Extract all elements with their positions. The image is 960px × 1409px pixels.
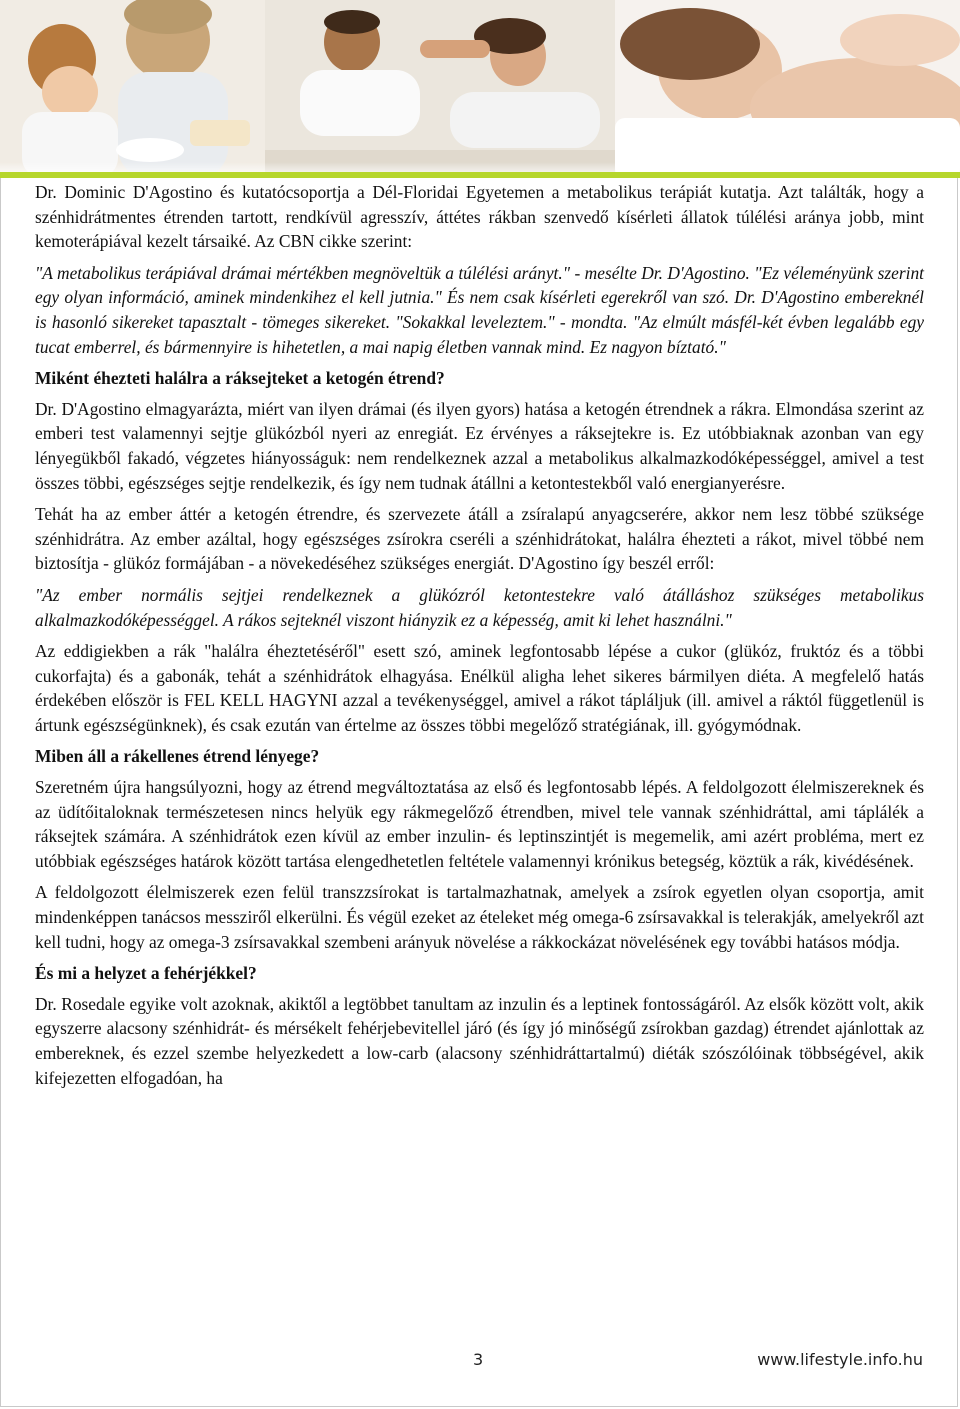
article-body — [35, 180, 924, 1090]
page-footer — [0, 1346, 960, 1374]
paragraph-processed-food: A feldolgozott élelmiszerek ezen felül transzzsírokat is tartalmazhatnak, amelyek a zsírok egyetlen olyan csoportja, amit mindenképpen tanácsos messziről elkerülni. És végül ezeket az ételeket még omega-6 zsírsavakkal is telerakják, amelyekről azt kell tudni, hogy az omega-3 zsírsavakkal szembeni arányuk növelése a rákkockázat növelésének egy további hatásos módja. — [35, 882, 924, 952]
massage-photo — [615, 0, 960, 178]
paragraph-intro: Dr. Dominic D'Agostino és kutatócsoportja a Dél-Floridai Egyetemen a metabolikus terápiát kutatja. Azt találták, hogy a szénhidrátmentes étrenden tartott, rendkívül agresszív, áttétes rákban szenvedő kísérleti állatok túlélési aránya jobb, mint kemoterápiával kezelt társaiké. Az CBN cikke szerint: — [35, 182, 924, 252]
heading-anticancer-diet: Miben áll a rákellenes étrend lényege? — [35, 746, 320, 767]
page-number: 3 — [473, 1350, 484, 1369]
footer-url[interactable]: www.lifestyle.info.hu — [757, 1350, 923, 1369]
green-rule — [0, 172, 960, 178]
header-banner — [0, 0, 960, 178]
paragraph-quote-metabolic: "Az ember normális sejtjei rendelkeznek a glükózról ketontestekre való átálláshoz szükséges metabolikus alkalmazkodóképességgel. A rákos sejteknél viszont hiányzik ez a képesség, amit ki lehet használni." — [35, 584, 924, 630]
heading-proteins: És mi a helyzet a fehérjékkel? — [35, 963, 257, 984]
paragraph-starving-summary: Az eddigiekben a rák "halálra éheztetéséről" esett szó, aminek legfontosabb lépése a cukor (glükóz, fruktóz és a többi cukorfajta) és a gabonák, tehát a szénhidrátok elhagyása. Enélkül aligha lehet sikeres bármilyen diéta. A megfelelő hatás érdekében először is FEL KELL HAGYNI azzal a tevékenységgel, amivel a rákot tápláljuk (ill. amivel a ráktól függetlenül is ártunk egészségünknek), és csak ezután van értelme az összes többi megelőző stratégiának, ill. gyógymódnak. — [35, 641, 924, 735]
paragraph-explanation: Dr. D'Agostino elmagyarázta, miért van ilyen drámai (és ilyen gyors) hatása a ketogén étrendnek a rákra. Elmondása szerint az emberi test valamennyi sejtje glükózból nyeri az enregiát. Ez érvényes a ráksejtekre is. Ez utóbbiaknak azonban van egy lényegükből fakadó, végzetes hiányosságuk: nem rendelkeznek azzal a metabolikus alkalmazkodóképességgel, amivel a test összes többi, egészséges sejtje rendelkezik, és így nem tudnak átállni a ketontestekből való energianyerésre. — [35, 398, 924, 493]
paragraph-diet-change: Szeretném újra hangsúlyozni, hogy az étrend megváltoztatása az első és legfontosabb lépés. A feldolgozott élelmiszereknek és az üdítőitaloknak természetesen nincs helyük egy rákmegelőző étrendben, mivel tele vannak szénhidráttal, ami táplálék a ráksejtek számára. A szénhidrátok ezen kívül az ember inzulin- és leptinszintjét is megemelik, ami azért probléma, mert ez utóbbiak egészséges határok között tartása elengedhetetlen feltétele valamennyi krónikus betegség, köztük a rák, kivédésének. — [35, 777, 924, 871]
paragraph-ketogen-switch: Tehát ha az ember áttér a ketogén étrendre, és szervezete átáll a zsíralapú anyagcserére, akkor nem lesz többé szüksége szénhidrátra. Az ember azáltal, hogy egészséges zsírokra cseréli a szénhidrátokat, halálra éhezteti a rákot, mivel többé nem biztosítja - glükóz formájában - a növekedéséhez szükséges energiát. D'Agostino így beszél erről: — [35, 504, 924, 574]
paragraph-quote-dagostino: "A metabolikus terápiával drámai mértékben megnöveltük a túlélési arányt." - mesélte Dr. D'Agostino. "Ez véleményünk szerint egy olyan információ, aminek mindenkihez el kell jutnia." És nem csak kísérleti egerekről van szó. Dr. D'Agostino embereknél is hasonló sikereket tapasztalt - tömeges sikereket. "Sokakkal leveleztem." - mondta. "Az elmúlt másfél-két évben legalább egy tucat emberrel, és bármennyire is hihetetlen, a mai napig életben vannak mind. Ez nagyon bíztató." — [35, 262, 924, 357]
couple-situps-photo — [265, 0, 615, 178]
paragraph-rosedale: Dr. Rosedale egyike volt azoknak, akiktől a legtöbbet tanultam az inzulin és a leptinek fontosságáról. Az elsők között volt, akik egyszerre alacsony szénhidrát- és mérsékelt fehérjebevitellel járó (és így jó minőségű zsírokban gazdag) étrendet ajánlottak az embereknek, és ezzel szembe helyezkedett a low-carb (alacsony szénhidráttartalmú) diéták szószólóinak többségével, akik kifejezetten elfogadóan, ha — [35, 993, 924, 1088]
family-breakfast-photo — [0, 0, 265, 178]
heading-ketogen-starving: Miként éhezteti halálra a ráksejteket a ketogén étrend? — [35, 368, 445, 389]
header-photo-collage — [0, 0, 960, 178]
